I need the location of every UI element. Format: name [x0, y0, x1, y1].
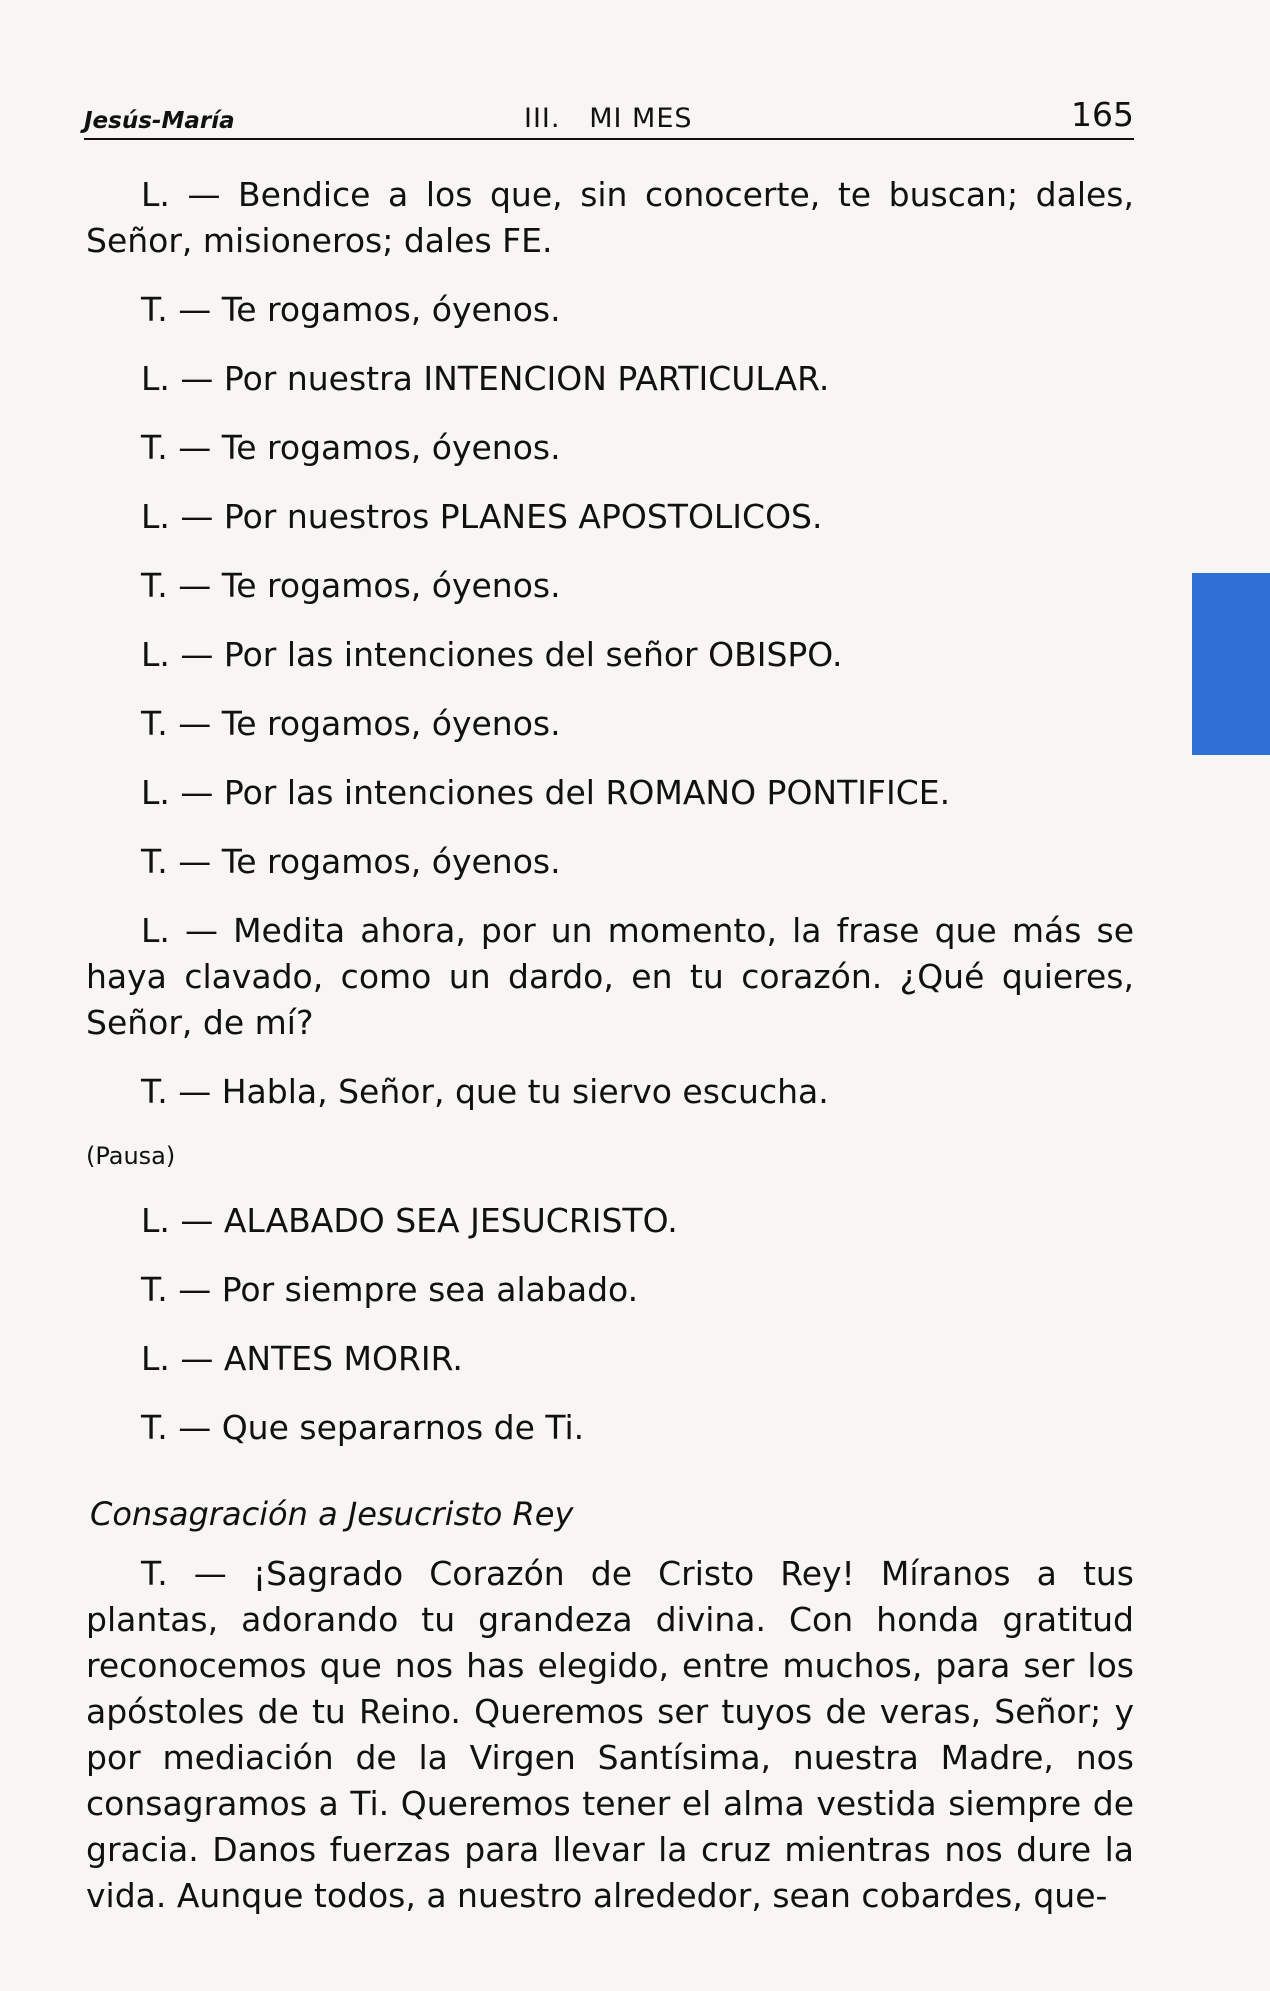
paragraph-lead: T. — ¡Sagrado Corazón de Cristo Rey! Míranos a tus: [141, 1554, 1134, 1593]
litany-line: T. — Por siempre sea alabado.: [141, 1270, 639, 1309]
paragraph-lead: L. — Bendice a los que, sin conocerte, te buscan; dales,: [141, 175, 1134, 214]
paragraph-lead: L. — Medita ahora, por un momento, la frase que más se: [141, 911, 1134, 950]
paragraph-rest: haya clavado, como un dardo, en tu corazón. ¿Qué quieres, Señor, de mí?: [86, 957, 1134, 1042]
paragraph-bendice: [86, 172, 1134, 264]
litany-line: L. — Por las intenciones del señor OBISPO.: [141, 635, 843, 674]
litany-line: T. — Te rogamos, óyenos.: [141, 290, 561, 329]
litany-line: L. — Por nuestros PLANES APOSTOLICOS.: [141, 497, 823, 536]
litany-line: L. — Por las intenciones del ROMANO PONTIFICE.: [141, 773, 951, 812]
litany-line: T. — Que separarnos de Ti.: [141, 1408, 585, 1447]
blue-tab-marker: [1192, 573, 1270, 755]
litany-line: T. — Te rogamos, óyenos.: [141, 428, 561, 467]
paragraph-consagracion: [86, 1551, 1134, 1919]
header-left: Jesús-María: [84, 108, 235, 134]
litany-line: L. — ALABADO SEA JESUCRISTO.: [141, 1201, 678, 1240]
litany-line: T. — Te rogamos, óyenos.: [141, 566, 561, 605]
litany-line: T. — Te rogamos, óyenos.: [141, 704, 561, 743]
paragraph-medita: [86, 908, 1134, 1046]
paragraph-rest: plantas, adorando tu grandeza divina. Con honda gratitud reconocemos que nos has elegido, entre muchos, para ser los apóstoles de tu Reino. Queremos ser tuyos de veras, Señor; y por mediación de la Virgen Santísima, nuestra Madre, nos consagramos a Ti. Queremos tener el alma vestida siempre de gracia. Danos fuerzas para llevar la cruz mientras nos dure la vida. Aunque todos, a nuestro alrededor, sean cobardes, que-: [86, 1600, 1134, 1915]
header-chapter: III. MI MES: [524, 103, 693, 134]
page-number: 165: [1071, 95, 1134, 134]
litany-line: L. — Por nuestra INTENCION PARTICULAR.: [141, 359, 830, 398]
litany-line: T. — Habla, Señor, que tu siervo escucha.: [141, 1072, 829, 1111]
litany-line: T. — Te rogamos, óyenos.: [141, 842, 561, 881]
running-header: [84, 92, 1134, 140]
pause-note: (Pausa): [86, 1142, 176, 1170]
litany-line: L. — ANTES MORIR.: [141, 1339, 463, 1378]
paragraph-rest: Señor, misioneros; dales FE.: [86, 221, 553, 260]
page-body: [86, 172, 1134, 1942]
section-heading: Consagración a Jesucristo Rey: [90, 1495, 574, 1533]
